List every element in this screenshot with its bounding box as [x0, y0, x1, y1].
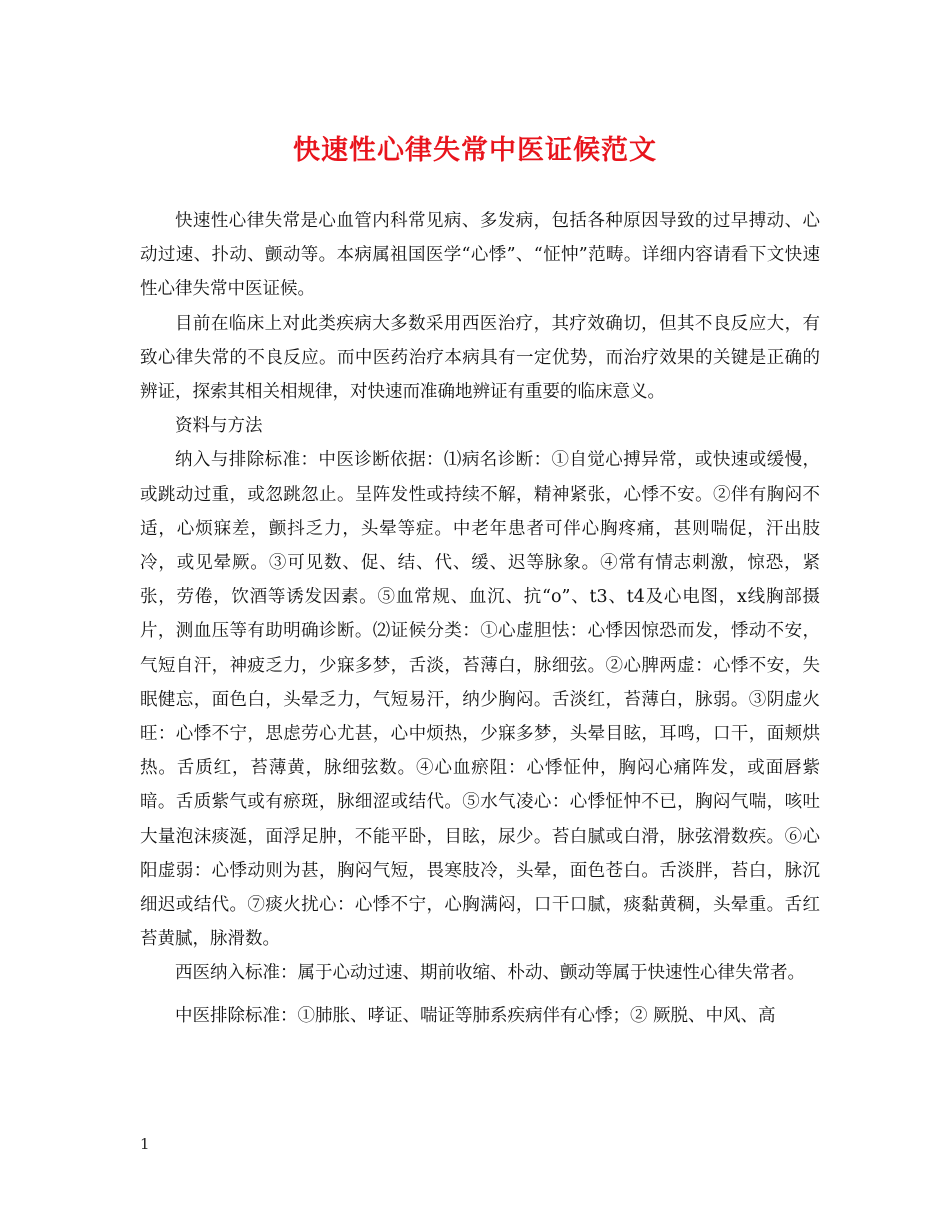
paragraph-intro: 快速性心律失常是心血管内科常见病、多发病，包括各种原因导致的过早搏动、心动过速、扑动、颤动等。本病属祖国医学“心悸”、“怔忡”范畴。详细内容请看下文快速性心律失常中医证候。 — [140, 211, 820, 300]
paragraph-western-criteria: 西医纳入标准：属于心动过速、期前收缩、朴动、颤动等属于快速性心律失常者。 — [175, 963, 805, 984]
document-title: 快速性心律失常中医证候范文 — [293, 135, 657, 166]
page-number: 1 — [140, 1135, 150, 1153]
paragraph-background: 目前在临床上对此类疾病大多数采用西医治疗，其疗效确切，但其不良反应大，有致心律失常的不良反应。而中医药治疗本病具有一定优势，而治疗效果的关键是正确的辨证，探索其相关相规律，对快速而准确地辨证有重要的临床意义。 — [140, 313, 820, 403]
section-heading-materials-methods: 资料与方法 — [175, 416, 263, 437]
document-body — [140, 204, 820, 1033]
paragraph-exclusion-criteria: 中医排除标准：①肺胀、哮证、喘证等肺系疾病伴有心悸；② 厥脱、中风、高 — [175, 1005, 776, 1026]
paragraph-inclusion-criteria: 纳入与排除标准：中医诊断依据：⑴病名诊断：①自觉心搏异常，或快速或缓慢，或跳动过重，或忽跳忽止。呈阵发性或持续不解，精神紧张，心悸不安。②伴有胸闷不适，心烦寐差，颤抖乏力，头晕等症。中老年患者可伴心胸疼痛，甚则喘促，汗出肢冷，或见晕厥。③可见数、促、结、代、缓、迟等脉象。④常有情志刺激，惊恐，紧张，劳倦，饮酒等诱发因素。⑤血常规、血沉、抗“o”、t3、t4及心电图，x线胸部摄片，测血压等有助明确诊断。⑵证候分类：①心虚胆怯：心悸因惊恐而发，悸动不安，气短自汗，神疲乏力，少寐多梦，舌淡，苔薄白，脉细弦。②心脾两虚：心悸不安，失眠健忘，面色白，头晕乏力，气短易汗，纳少胸闷。舌淡红，苔薄白，脉弱。③阴虚火旺：心悸不宁，思虑劳心尤甚，心中烦热，少寐多梦，头晕目眩，耳鸣，口干，面颊烘热。舌质红，苔薄黄，脉细弦数。④心血瘀阻：心悸怔仲，胸闷心痛阵发，或面唇紫暗。舌质紫气或有瘀斑，脉细涩或结代。⑤水气凌心：心悸怔忡不已，胸闷气喘，咳吐大量泡沫痰涎，面浮足肿，不能平卧，目眩，尿少。苔白腻或白滑，脉弦滑数疾。⑥心阳虚弱：心悸动则为甚，胸闷气短，畏寒肢冷，头晕，面色苍白。舌淡胖，苔白，脉沉细迟或结代。⑦痰火扰心：心悸不宁，心胸满闷，口干口腻，痰黏黄稠，头晕重。舌红苔黄腻，脉滑数。 — [140, 450, 820, 950]
